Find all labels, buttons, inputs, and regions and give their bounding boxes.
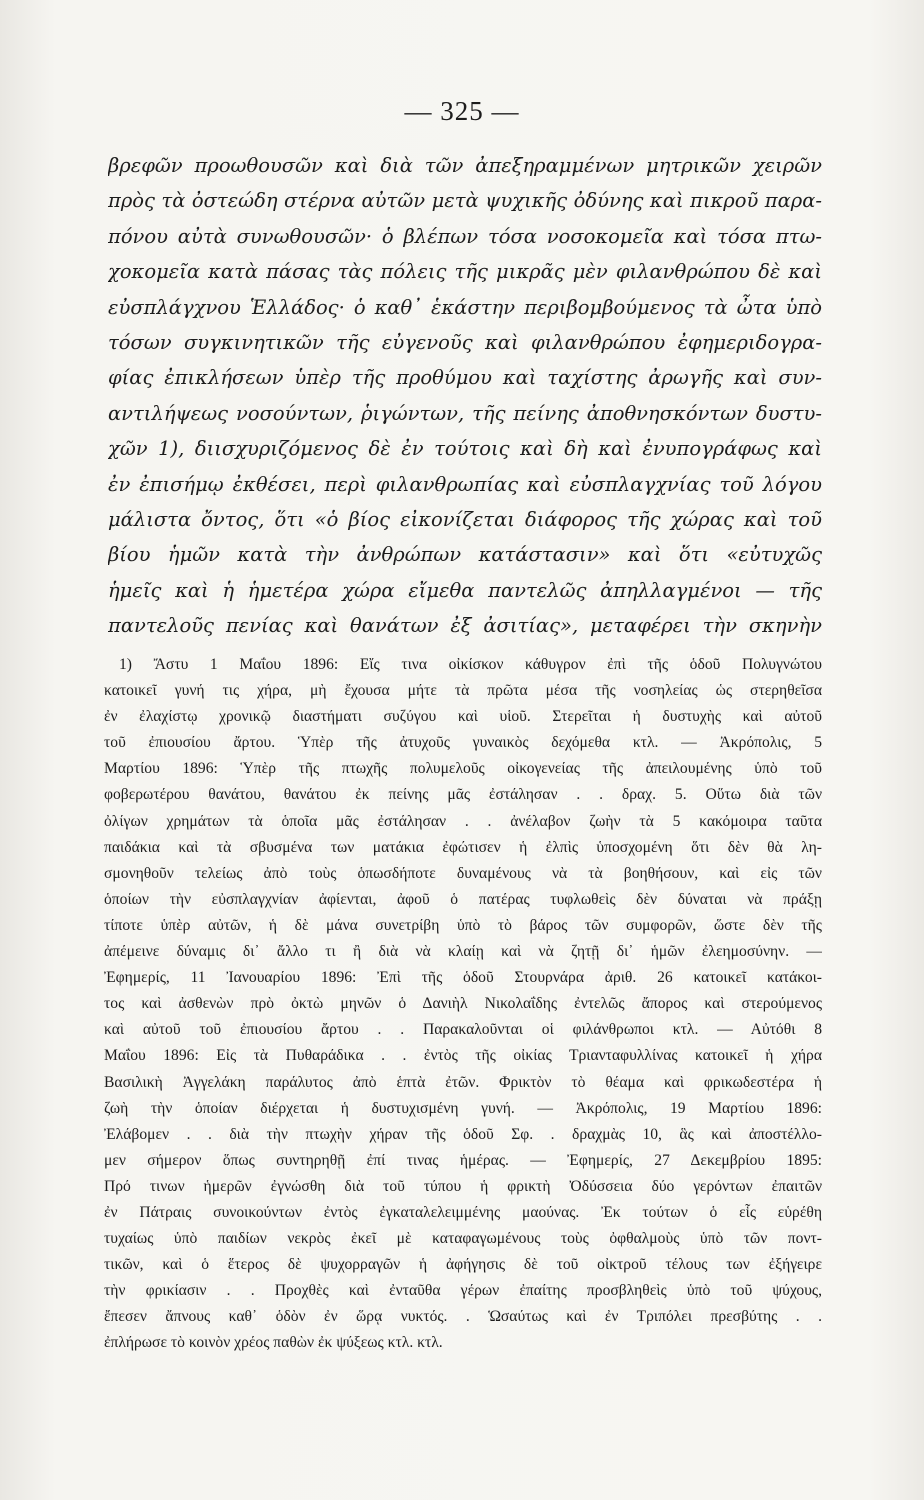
footnote-line: τος καὶ ἀσθενὼν πρὸ ὀκτὼ μηνῶν ὁ Δανιὴλ Νικολαΐδης ἐντελῶς ἄπορος καὶ στερούμενος	[104, 995, 822, 1013]
footnote-line: Ἐλάβομεν . . διὰ τὴν πτωχὴν χήραν τῆς ὁδοῦ Σφ. . δραχμὰς 10, ἃς καὶ ἀποστέλλο-	[104, 1125, 822, 1143]
text-line: βρεφῶν προωθουσῶν καὶ διὰ τῶν ἀπεξηραμμένων μητρικῶν χειρῶν	[108, 154, 822, 177]
page-number: — 325 —	[404, 96, 520, 126]
text-line: εὐσπλάγχνου Ἑλλάδος· ὁ καθ᾽ ἑκάστην περιβομβούμενος τὰ ὦτα ὑπὸ	[108, 295, 822, 319]
text-line: χῶν 1), διισχυριζόμενος δὲ ἐν τούτοις καὶ δὴ καὶ ἐνυπογράφως καὶ	[108, 437, 822, 461]
footnote-line: ὁποίων τὴν εὐσπλαγχνίαν ἀφίενται, ἀφοῦ ὁ πατέρας τυφλωθεὶς δὲν δύναται νὰ πράξῃ	[104, 890, 822, 908]
text-line: πρὸς τὰ ὀστεώδη στέρνα αὐτῶν μετὰ ψυχικῆς ὀδύνης καὶ πικροῦ παρα-	[108, 189, 822, 213]
footnote-line: ὀλίγων χρημάτων τὰ ὁποῖα μᾶς ἐστάλησαν . . ἀνέλαβον ζωὴν τὰ 5 κακόμοιρα ταῦτα	[104, 812, 822, 830]
footnote-line: Πρό τινων ἡμερῶν ἐγνώσθη διὰ τοῦ τύπου ἡ φρικτὴ Ὀδύσσεια δύο γερόντων ἐπαιτῶν	[104, 1177, 822, 1195]
footnote-line: τίποτε ὑπὲρ αὐτῶν, ἡ δὲ μάνα συνετρίβη ὑπὸ τὸ βάρος τῶν συμφορῶν, ὥστε δὲν τῆς	[104, 916, 822, 934]
footnote-line: ἀπέμεινε δύναμις δι᾽ ἄλλο τι ἢ διὰ νὰ κλαίῃ καὶ νὰ ζητῇ δι᾽ ἡμῶν ἐλεημοσύνην. —	[104, 943, 822, 961]
footnote-line: φοβερωτέρου θανάτου, θανάτου ἐκ πείνης μᾶς ἐστάλησαν . . δραχ. 5. Οὕτω διὰ τῶν	[104, 786, 822, 804]
text-line: ἐν ἐπισήμῳ ἐκθέσει, περὶ φιλανθρωπίας καὶ εὐσπλαγχνίας τοῦ λόγου	[108, 472, 822, 496]
footnote-line: ἐν Πάτραις συνοικούντων ἐντὸς ἐγκαταλελειμμένης μαούνας. Ἐκ τούτων ὁ εἷς εὑρέθη	[104, 1203, 822, 1221]
text-line: αντιλήψεως νοσούντων, ῥιγώντων, τῆς πείνης ἀποθνησκόντων δυστυ-	[108, 401, 822, 425]
footnote-line: 1) Ἄστυ 1 Μαΐου 1896: Εἴς τινα οἰκίσκον κάθυγρον ἐπὶ τῆς ὁδοῦ Πολυγνώτου	[119, 656, 822, 673]
footnote-line: ἐπλήρωσε τὸ κοινὸν χρέος παθὼν ἐκ ψύξεως κτλ. κτλ.	[104, 1334, 443, 1352]
footnote-line: Ἐφημερίς, 11 Ἰανουαρίου 1896: Ἐπὶ τῆς ὁδοῦ Στουρνάρα ἀριθ. 26 κατοικεῖ κατάκοι-	[104, 969, 822, 987]
footnote-line: καὶ αὐτοῦ τοῦ ἐπιουσίου ἄρτου . . Παρακαλοῦνται οἱ φιλάνθρωποι κτλ. — Αὐτόθι 8	[104, 1021, 822, 1039]
footnote-line: τοῦ ἐπιουσίου ἄρτου. Ὑπὲρ τῆς ἀτυχοῦς γυναικὸς δεχόμεθα κτλ. — Ἀκρόπολις, 5	[104, 734, 822, 752]
main-text-body	[108, 148, 822, 644]
footnote-line: τὴν φρικίασιν . . Προχθὲς καὶ ἐνταῦθα γέρων ἐπαίτης προσβληθεὶς ὑπὸ τοῦ ψύχους,	[104, 1282, 822, 1300]
text-line: χοκομεῖα κατὰ πάσας τὰς πόλεις τῆς μικρᾶς μὲν φιλανθρώπου δὲ καὶ	[108, 260, 822, 284]
text-line: μάλιστα ὄντος, ὅτι «ὁ βίος εἰκονίζεται διάφορος τῆς χώρας καὶ τοῦ	[108, 508, 822, 532]
footnote-line: ἔπεσεν ἄπνους καθ᾽ ὁδὸν ἐν ὥρᾳ νυκτός. . Ὡσαύτως καὶ ἐν Τριπόλει πρεσβύτης . .	[104, 1308, 822, 1326]
footnote-line: Μαρτίου 1896: Ὑπὲρ τῆς πτωχῆς πολυμελοῦς οἰκογενείας τῆς ἀπειλουμένης ὑπὸ τοῦ	[104, 760, 822, 778]
text-line: φίας ἐπικλήσεων ὑπὲρ τῆς προθύμου καὶ ταχίστης ἀρωγῆς καὶ συν-	[108, 366, 822, 390]
footnote-line: κατοικεῖ γυνή τις χήρα, μὴ ἔχουσα μήτε τὰ πρῶτα μέσα τῆς νοσηλείας ὡς στερηθεῖσα	[104, 682, 822, 700]
footnote	[104, 652, 822, 1357]
footnote-line: σμονηθοῦν τελείως ἀπὸ τοὺς ὁπωσδήποτε δυναμένους νὰ τὰ βοηθήσουν, καὶ εἰς τῶν	[104, 864, 822, 882]
footnote-line: τικῶν, καὶ ὁ ἕτερος δὲ ψυχορραγῶν ἡ ἀφήγησις δὲ τοῦ οἰκτροῦ τέλους των ἐξήγειρε	[104, 1256, 822, 1274]
footnote-line: Βασιλικὴ Ἀγγελάκη παράλυτος ἀπὸ ἑπτὰ ἐτῶν. Φρικτὸν τὸ θέαμα καὶ φρικωδεστέρα ἡ	[104, 1073, 822, 1091]
text-line: ἡμεῖς καὶ ἡ ἡμετέρα χώρα εἴμεθα παντελῶς ἀπηλλαγμένοι — τῆς	[108, 578, 822, 602]
footnote-line: ἐν ἐλαχίστῳ χρονικῷ διαστήματι συζύγου καὶ υἱοῦ. Στερεῖται ἡ δυστυχὴς καὶ αὐτοῦ	[104, 708, 822, 726]
footnote-line: ζωὴ τὴν ὁποίαν διέρχεται ἡ δυστυχισμένη γυνή. — Ἀκρόπολις, 19 Μαρτίου 1896:	[104, 1099, 822, 1117]
text-line: βίου ἡμῶν κατὰ τὴν ἀνθρώπων κατάστασιν» καὶ ὅτι «εὐτυχῶς	[108, 543, 822, 567]
footnote-line: τυχαίως ὑπὸ παιδίων νεκρὸς ἐκεῖ μὲ καταφαγωμένους τοὺς ὀφθαλμοὺς ὑπὸ τῶν ποντ-	[104, 1230, 822, 1248]
text-line: παντελοῦς πενίας καὶ θανάτων ἐξ ἀσιτίας», μεταφέρει τὴν σκηνὴν	[108, 614, 822, 638]
text-line: πόνου αὐτὰ συνωθουσῶν· ὁ βλέπων τόσα νοσοκομεῖα καὶ τόσα πτω-	[108, 224, 822, 248]
footnote-line: μεν σήμερον ὅπως συντηρηθῇ ἐπί τινας ἡμέρας. — Ἐφημερίς, 27 Δεκεμβρίου 1895:	[104, 1151, 822, 1169]
footnote-line: Μαΐου 1896: Εἰς τὰ Πυθαράδικα . . ἐντὸς τῆς οἰκίας Τριανταφυλλίνας κατοικεῖ ἡ χήρα	[104, 1047, 822, 1065]
text-line: τόσων συγκινητικῶν τῆς εὐγενοῦς καὶ φιλανθρώπου ἐφημεριδογρα-	[108, 331, 822, 355]
footnote-line: παιδάκια καὶ τὰ σβυσμένα των ματάκια ἐφώτισεν ἡ ἐλπὶς ὑποσχομένη ὅτι δὲν θὰ λη-	[104, 838, 822, 856]
